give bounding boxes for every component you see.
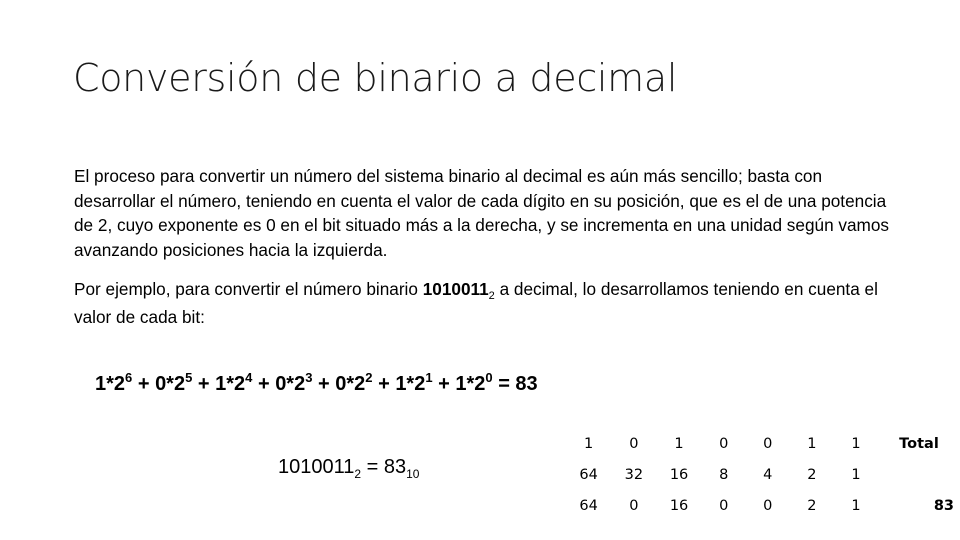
table-cell: 0 <box>719 497 729 514</box>
formula-term: $1*2^0$ <box>455 370 493 395</box>
formula-result: = 83 <box>492 373 538 395</box>
table-cell-empty <box>878 459 960 490</box>
explanation-paragraph: El proceso para convertir un número del sistema binario al decimal es aún más sencillo; basta con desarrollar el número, teniendo en cuenta el valor de cada dígito en su posición, que es el de una potencia de 2, cuyo exponente es 0 en el bit situado más a la derecha, y se incrementa en una unidad según vamos avanzando posiciones hacia la izquierda. <box>74 166 890 260</box>
table-cell: 2 <box>807 466 817 483</box>
table-cell: 32 <box>624 466 644 483</box>
table-row <box>566 428 960 459</box>
example-binary-number: 1010011 <box>422 279 489 299</box>
table-cell: 1 <box>807 435 817 452</box>
example-text-after: a decimal, lo desarrollamos teniendo en cuenta el valor de cada bit: <box>74 279 878 327</box>
table-cell: 1 <box>851 466 861 483</box>
table-row <box>566 490 960 521</box>
table-cell: 64 <box>579 466 598 483</box>
slide-title: Conversión de binario a decimal <box>73 56 678 100</box>
formula-plus: + <box>252 373 276 395</box>
table-row <box>566 459 960 490</box>
table-cell: 16 <box>669 497 689 514</box>
formula-exponent: 3 <box>305 370 313 385</box>
equation-decimal: 83 <box>383 456 407 478</box>
conversion-equation <box>278 456 419 479</box>
formula-exponent: 5 <box>185 370 193 385</box>
example-paragraph <box>74 277 904 329</box>
formula-term: $1*2^4$ <box>215 370 253 395</box>
equation-binary-base: 2 <box>354 467 362 481</box>
total-value: 83 <box>933 497 954 514</box>
example-text-before: Por ejemplo, para convertir el número binario <box>74 279 423 299</box>
table-cell: 0 <box>763 435 773 452</box>
table-cell: 1 <box>674 435 684 452</box>
expansion-formula <box>95 370 538 396</box>
formula-plus: + <box>132 373 156 395</box>
formula-term: $0*2^5$ <box>155 370 193 395</box>
bit-value-table <box>566 428 960 521</box>
formula-exponent: 1 <box>425 370 433 385</box>
formula-exponent: 0 <box>485 370 493 385</box>
table-cell: 0 <box>719 435 729 452</box>
formula-plus: + <box>192 373 216 395</box>
table-cell: 1 <box>851 497 861 514</box>
formula-plus: + <box>372 373 396 395</box>
equation-equals: = <box>361 456 384 478</box>
table-cell: 16 <box>669 466 689 483</box>
formula-plus: + <box>312 373 336 395</box>
table-cell: 0 <box>629 497 639 514</box>
equation-binary: 1010011 <box>278 456 355 478</box>
formula-term: $0*2^3$ <box>275 370 313 395</box>
table-cell: 1 <box>851 435 861 452</box>
formula-plus: + <box>432 373 456 395</box>
table-cell: 0 <box>763 497 773 514</box>
table-cell: 4 <box>763 466 773 483</box>
formula-exponent: 6 <box>125 370 133 385</box>
table-cell: 8 <box>719 466 729 483</box>
formula-exponent: 4 <box>245 370 253 385</box>
formula-term: $1*2^1$ <box>395 370 433 395</box>
total-header: Total <box>899 435 939 452</box>
formula-exponent: 2 <box>365 370 373 385</box>
table-cell: 1 <box>583 435 594 452</box>
table-cell: 2 <box>807 497 817 514</box>
table-cell: 64 <box>579 497 598 514</box>
formula-term: $0*2^2$ <box>335 370 373 395</box>
table-cell: 0 <box>629 435 639 452</box>
equation-decimal-base: 10 <box>406 467 420 481</box>
formula-term: $1*2^6$ <box>95 370 133 395</box>
example-binary-base: 2 <box>488 290 495 302</box>
